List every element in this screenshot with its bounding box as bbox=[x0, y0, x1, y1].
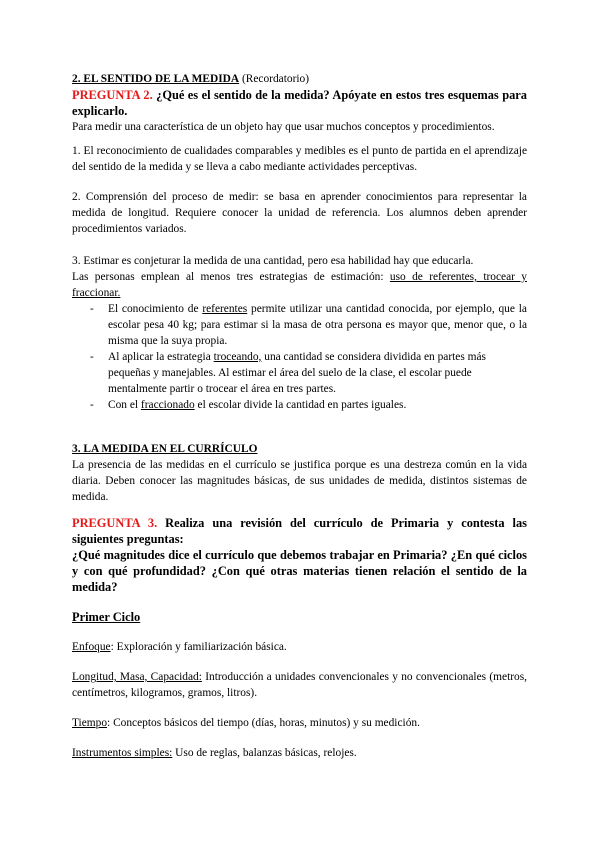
strategies-bullet-list bbox=[72, 301, 527, 413]
cycle-item-label: Tiempo bbox=[72, 717, 108, 729]
cycle-item-label: Instrumentos simples: bbox=[72, 747, 173, 759]
section2-point1: 1. El reconocimiento de cualidades comparables y medibles es el punto de partida en el aprendizaje del sentido de la medida y se lleva a cabo mediante actividades perceptivas. bbox=[72, 145, 527, 173]
bullet-referentes bbox=[72, 301, 527, 349]
document-body bbox=[72, 71, 527, 761]
bullet-pre: Con el bbox=[108, 399, 139, 411]
question2-label: PREGUNTA 2. bbox=[72, 88, 153, 102]
cycle-item-sep: : bbox=[107, 717, 111, 729]
cycle-item-enfoque bbox=[72, 639, 527, 655]
section2-point3: 3. Estimar es conjeturar la medida de una cantidad, pero esa habilidad hay que educarla. bbox=[72, 255, 474, 267]
section2-point2: 2. Comprensión del proceso de medir: se basa en aprender conocimientos para representar la medida de longitud. Requiere conocer la unidad de referencia. Los alumnos deben aprender procedimientos variados. bbox=[72, 191, 527, 235]
cycle-item-sep: : bbox=[110, 641, 114, 653]
section3-body: La presencia de las medidas en el currículo se justifica porque es una destreza común en la vida diaria. Deben conocer las magnitudes básicas, de sus unidades de medida, distintos sistemas de medida. bbox=[72, 459, 527, 503]
cycle-item-text: Uso de reglas, balanzas básicas, relojes. bbox=[175, 747, 357, 759]
question3-text: Realiza una revisión del currículo de Primaria y contesta las siguientes preguntas: bbox=[72, 516, 527, 546]
cycle-item-label: Enfoque bbox=[72, 641, 111, 653]
strategies-paragraph bbox=[72, 269, 527, 301]
question2-text: ¿Qué es el sentido de la medida? Apóyate en estos tres esquemas para explicarlo. bbox=[72, 88, 527, 118]
cycle-item-text: Conceptos básicos del tiempo (días, horas, minutos) y su medición. bbox=[113, 717, 420, 729]
section2-heading-line bbox=[72, 71, 527, 87]
question3-label: PREGUNTA 3. bbox=[72, 516, 158, 530]
bullet-term: troceando, bbox=[213, 351, 262, 363]
question2 bbox=[72, 87, 527, 119]
cycle-item-instrumentos bbox=[72, 745, 527, 761]
section2-intro: Para medir una característica de un objeto hay que usar muchos conceptos y procedimientos. bbox=[72, 121, 495, 133]
section3-heading: 3. LA MEDIDA EN EL CURRÍCULO bbox=[72, 443, 258, 455]
bullet-fraccionado bbox=[72, 397, 527, 413]
cycle-item-label: Longitud, Masa, Capacidad: bbox=[72, 671, 202, 683]
strategies-intro: Las personas emplean al menos tres estrategias de estimación: bbox=[72, 271, 384, 283]
bullet-dash: - bbox=[90, 351, 94, 363]
bullet-term: referentes bbox=[202, 303, 248, 315]
question3-subquestions: ¿Qué magnitudes dice el currículo que debemos trabajar en Primaria? ¿En qué ciclos y con qué profundidad? ¿Con qué otras materias tienen relación el sentido de la medida? bbox=[72, 548, 527, 594]
cycle-item-text: Exploración y familiarización básica. bbox=[116, 641, 287, 653]
cycle-item-longitud bbox=[72, 669, 527, 701]
bullet-post: el escolar divide la cantidad en partes iguales. bbox=[197, 399, 407, 411]
strategies-list: uso de referentes, trocear y fraccionar. bbox=[72, 271, 527, 299]
bullet-pre: El conocimiento de bbox=[108, 303, 199, 315]
section2-heading: 2. EL SENTIDO DE LA MEDIDA bbox=[72, 73, 240, 85]
bullet-pre: Al aplicar la estrategia bbox=[108, 351, 211, 363]
cycle-title: Primer Ciclo bbox=[72, 610, 141, 624]
bullet-dash: - bbox=[90, 303, 94, 315]
bullet-term: fraccionado bbox=[140, 399, 195, 411]
bullet-post: una cantidad se considera dividida en partes más pequeñas y manejables. Al estimar el área del suelo de la clase, el escolar puede mentalmente partir o trocear el área en tres partes. bbox=[108, 351, 486, 395]
question3 bbox=[72, 515, 527, 547]
bullet-dash: - bbox=[90, 399, 94, 411]
bullet-post: permite utilizar una cantidad conocida, por ejemplo, que la escolar pesa 40 kg; para estimar si la masa de otra persona es mayor que, menor que, o la misma que la suya propia. bbox=[108, 303, 527, 347]
cycle-item-text: Introducción a unidades convencionales y no convencionales (metros, centímetros, kilogramos, gramos, litros). bbox=[72, 671, 527, 699]
section2-heading-note: (Recordatorio) bbox=[241, 73, 310, 85]
bullet-troceando bbox=[72, 349, 527, 397]
cycle-item-tiempo bbox=[72, 715, 527, 731]
